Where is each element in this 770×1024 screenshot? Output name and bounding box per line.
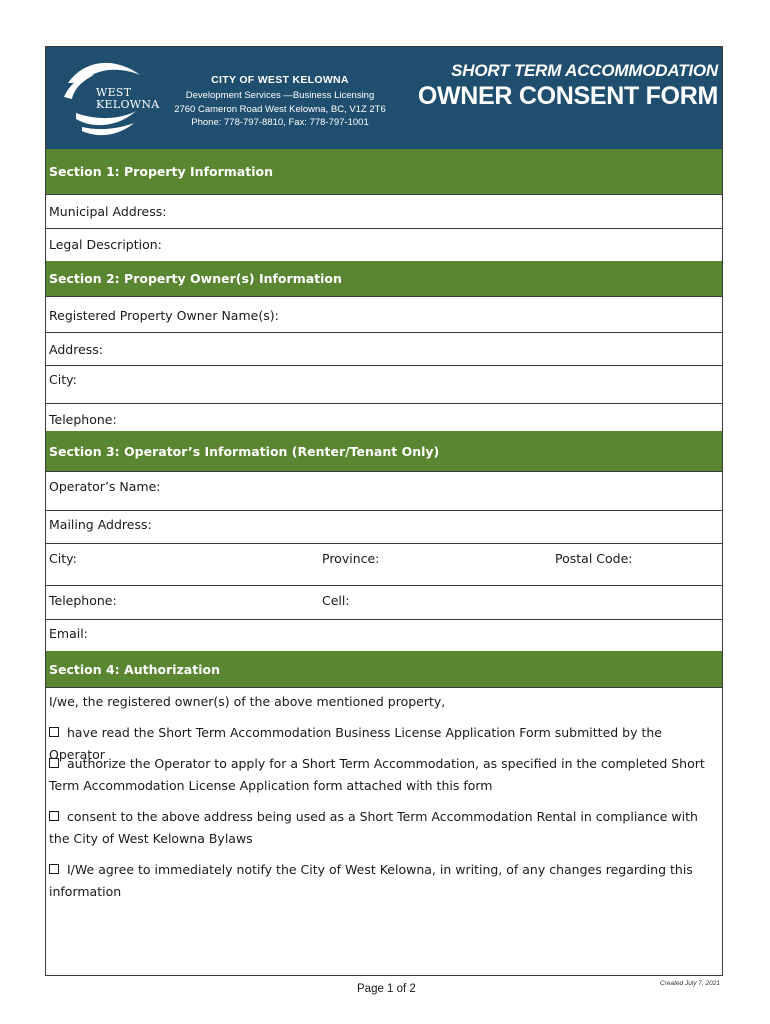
authorization-item-1: have read the Short Term Accommodation Business License Application Form submitted by the Operator	[49, 725, 662, 762]
authorization-item-4: I/We agree to immediately notify the City of West Kelowna, in writing, of any changes regarding this information	[49, 862, 693, 899]
owner-names-label: Registered Property Owner Name(s):	[49, 308, 279, 323]
authorization-item-2: authorize the Operator to apply for a Short Term Accommodation, as specified in the completed Short Term Accommodation License Application form attached with this form	[49, 756, 705, 793]
operator-name-field[interactable]	[46, 471, 722, 510]
checkbox-item-1[interactable]	[49, 727, 59, 737]
authorization-item-3: consent to the above address being used as a Short Term Accommodation Rental in compliance with the City of West Kelowna Bylaws	[49, 809, 698, 846]
legal-description-label: Legal Description:	[49, 237, 162, 252]
owner-names-field[interactable]	[46, 296, 722, 332]
org-phone: Phone: 778-797-8810, Fax: 778-797-1001	[191, 117, 369, 128]
form-title	[418, 61, 718, 111]
owner-telephone-label: Telephone:	[49, 412, 117, 427]
org-name: CITY OF WEST KELOWNA	[211, 74, 349, 86]
org-info	[164, 74, 396, 130]
operator-city-label[interactable]: City:	[49, 551, 77, 566]
owner-address-field[interactable]	[46, 332, 722, 365]
operator-phone-row	[46, 585, 722, 619]
checkbox-item-2[interactable]	[49, 758, 59, 768]
checkbox-item-4[interactable]	[49, 864, 59, 874]
operator-cell-label[interactable]: Cell:	[322, 593, 350, 608]
section-4-heading: Section 4: Authorization	[46, 651, 722, 687]
operator-name-label: Operator’s Name:	[49, 479, 161, 494]
page-number: Page 1 of 2	[357, 983, 416, 995]
west-kelowna-logo: WEST KELOWNA	[58, 53, 148, 143]
section-1-heading: Section 1: Property Information	[46, 149, 722, 194]
operator-postal-code-label[interactable]: Postal Code:	[555, 551, 633, 566]
owner-telephone-field[interactable]	[46, 403, 722, 431]
title-top: SHORT TERM ACCOMMODATION	[451, 61, 718, 80]
operator-city-row	[46, 543, 722, 585]
municipal-address-label: Municipal Address:	[49, 204, 167, 219]
operator-mailing-address-label: Mailing Address:	[49, 517, 152, 532]
authorization-area	[46, 687, 722, 975]
owner-address-label: Address:	[49, 342, 103, 357]
owner-city-label: City:	[49, 372, 77, 387]
operator-mailing-address-field[interactable]	[46, 510, 722, 543]
org-dept: Development Services —Business Licensing	[185, 90, 375, 101]
created-date: Created July 7, 2021	[660, 980, 720, 987]
legal-description-field[interactable]	[46, 228, 722, 261]
form-header	[46, 47, 722, 149]
operator-email-field[interactable]	[46, 619, 722, 651]
section-3-heading: Section 3: Operator’s Information (Renter/Tenant Only)	[46, 431, 722, 471]
owner-city-field[interactable]	[46, 365, 722, 403]
operator-telephone-label[interactable]: Telephone:	[49, 593, 117, 608]
owner-consent-form	[45, 46, 723, 976]
title-main: OWNER CONSENT FORM	[417, 82, 718, 110]
section-2-heading: Section 2: Property Owner(s) Information	[46, 261, 722, 296]
checkbox-item-3[interactable]	[49, 811, 59, 821]
municipal-address-field[interactable]	[46, 194, 722, 228]
authorization-intro: I/we, the registered owner(s) of the above mentioned property,	[49, 694, 446, 709]
operator-province-label[interactable]: Province:	[322, 551, 380, 566]
operator-email-label: Email:	[49, 626, 88, 641]
org-address: 2760 Cameron Road West Kelowna, BC, V1Z 2T6	[174, 103, 386, 115]
